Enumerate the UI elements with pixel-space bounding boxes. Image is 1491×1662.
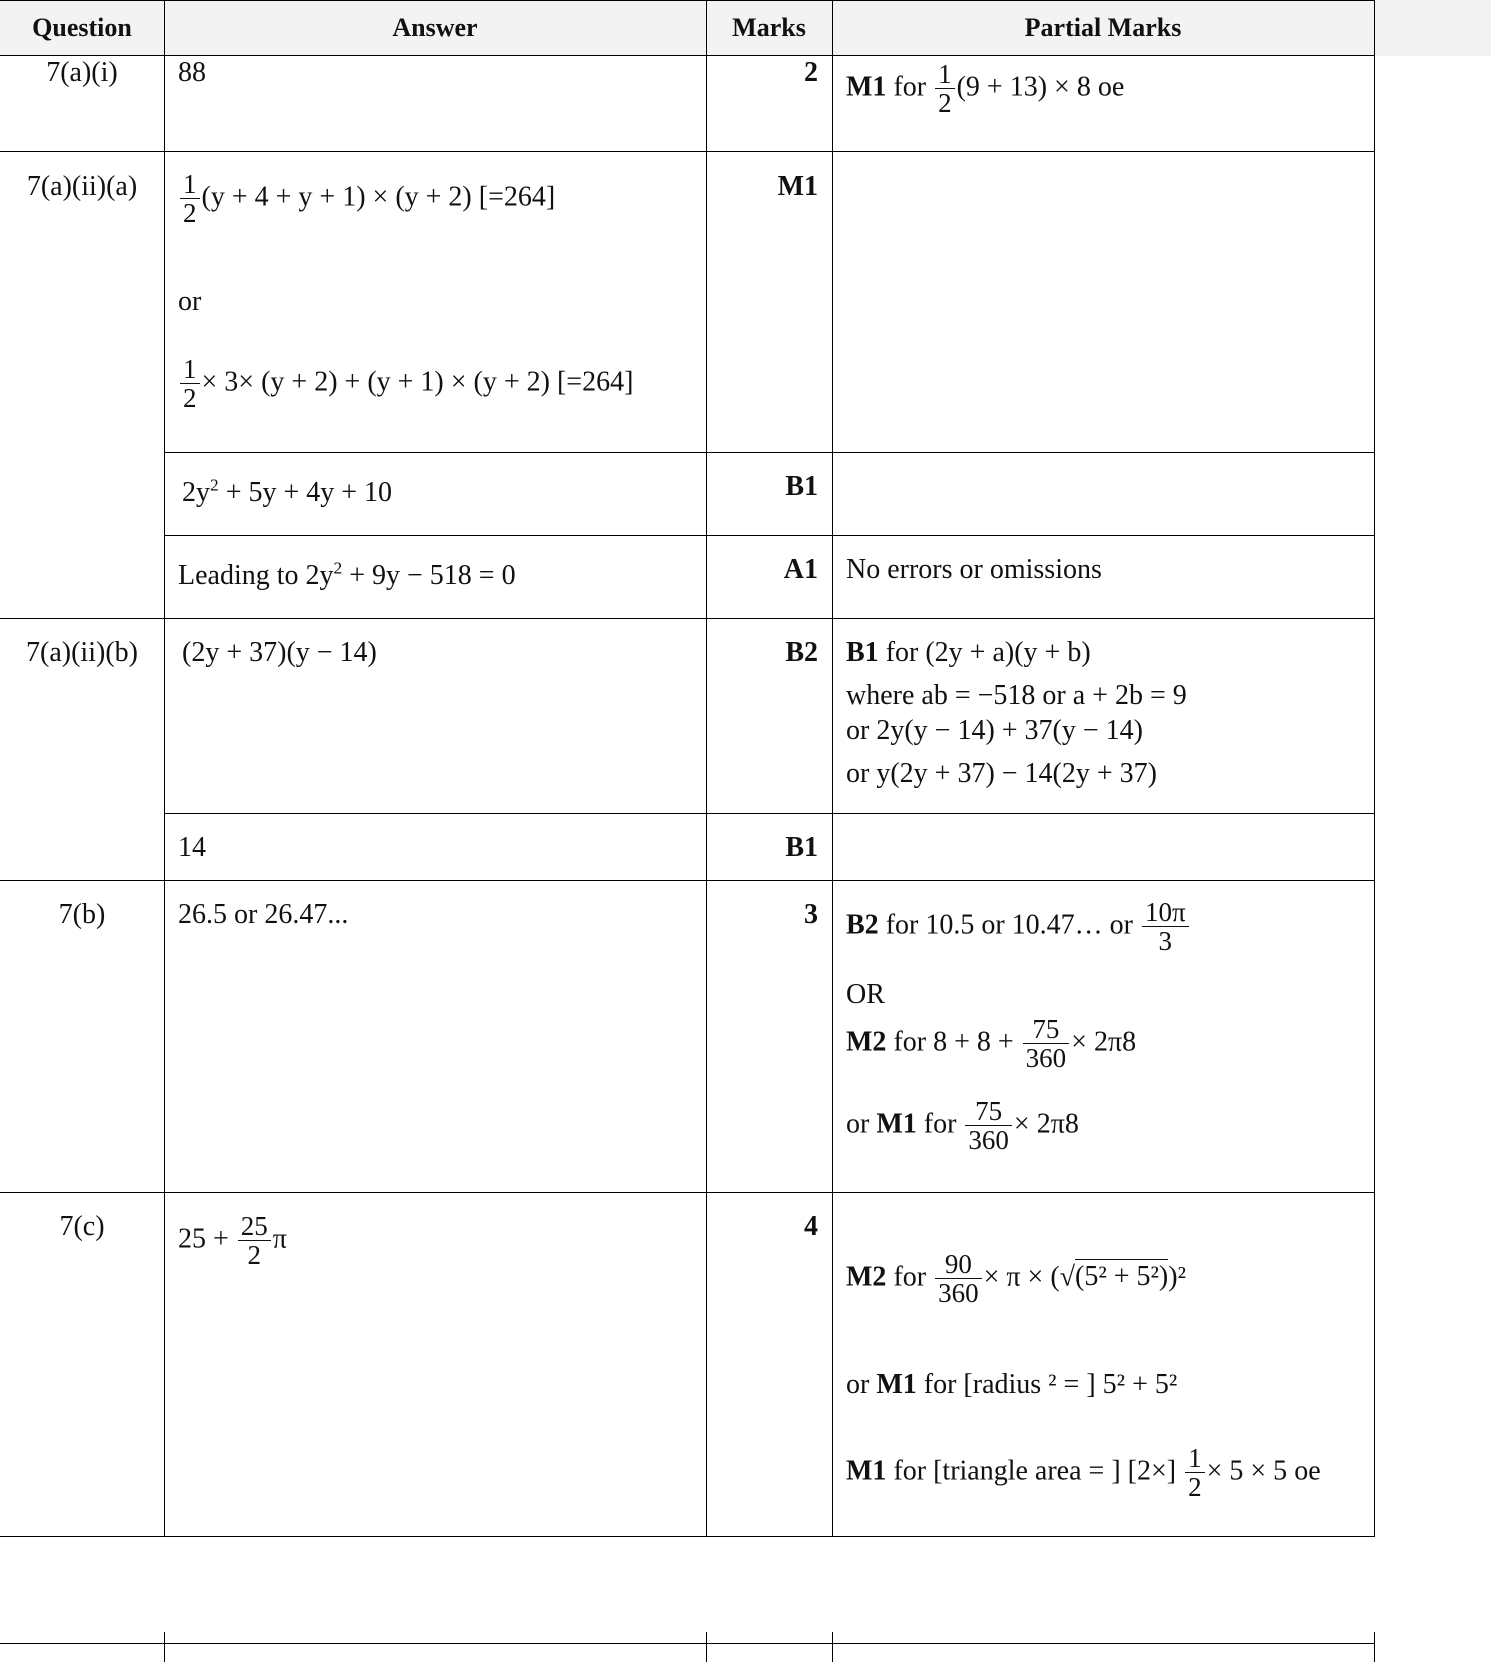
fraction xyxy=(180,355,200,413)
rule xyxy=(0,880,1375,881)
rule xyxy=(1374,1632,1375,1662)
answer-expression: + 9y − 518 = 0 xyxy=(342,560,516,591)
partial-marks-line: or y(2y + 37) − 14(2y + 37) xyxy=(846,758,1157,789)
partial-expression: )² xyxy=(1168,1261,1186,1293)
marks-cell: B1 xyxy=(785,832,818,863)
rule xyxy=(0,0,1375,1)
header-marks: Marks xyxy=(732,13,806,42)
fraction-numerator: 1 xyxy=(1188,1443,1202,1473)
marks-cell: B1 xyxy=(785,471,818,502)
answer-cell xyxy=(178,1212,287,1270)
marks-cell: 3 xyxy=(804,899,818,930)
question-number: 7(a)(ii)(a) xyxy=(26,171,138,202)
answer-or: or xyxy=(178,286,202,317)
partial-marks-line xyxy=(846,1368,1177,1402)
rule xyxy=(164,1632,165,1662)
partial-text: for xyxy=(923,1108,957,1140)
partial-marks-cell: No errors or omissions xyxy=(846,554,1102,585)
mark-code: M1 xyxy=(876,1369,917,1400)
partial-text: for (2y + a)(y + b) xyxy=(885,637,1091,668)
partial-or: OR xyxy=(846,979,885,1010)
rule xyxy=(0,1536,1375,1537)
mark-code: B2 xyxy=(846,909,879,941)
partial-text: for xyxy=(893,1261,927,1293)
partial-marks-cell xyxy=(846,60,1124,118)
answer-cell xyxy=(178,559,516,593)
fraction-numerator: 90 xyxy=(944,1249,972,1279)
rule xyxy=(0,618,1375,619)
partial-text: for [radius ² = ] 5² + 5² xyxy=(923,1369,1178,1400)
rule xyxy=(0,1643,1375,1644)
rule xyxy=(0,1192,1375,1193)
partial-text: for 8 + 8 + xyxy=(893,1026,1014,1058)
mark-code: M1 xyxy=(876,1108,917,1140)
fraction xyxy=(935,1250,982,1308)
partial-marks-line xyxy=(846,1250,1186,1308)
fraction xyxy=(1023,1015,1070,1073)
fraction xyxy=(180,170,200,228)
partial-text: or xyxy=(846,1108,870,1140)
answer-expression: 25 + xyxy=(178,1223,229,1255)
mark-code: M1 xyxy=(846,1455,887,1487)
fraction-numerator: 75 xyxy=(975,1096,1003,1126)
fraction-denominator: 2 xyxy=(238,1240,271,1269)
fraction xyxy=(238,1212,271,1270)
rule xyxy=(832,1632,833,1662)
rule xyxy=(0,55,1375,56)
rule xyxy=(832,0,833,1537)
partial-marks-line xyxy=(846,1015,1136,1073)
answer-expression: π xyxy=(272,1223,287,1255)
fraction-numerator: 75 xyxy=(1032,1014,1060,1044)
rule xyxy=(164,535,1375,536)
partial-suffix: oe xyxy=(1294,1455,1321,1487)
sqrt-radicand: (5² + 5²) xyxy=(1075,1261,1169,1293)
answer-expression: × 3× (y + 2) + (y + 1) × (y + 2) [=264] xyxy=(201,366,634,398)
fraction-numerator: 10π xyxy=(1144,897,1186,927)
marks-cell: M1 xyxy=(777,171,818,202)
question-number: 7(b) xyxy=(58,899,106,930)
header-question: Question xyxy=(32,13,132,42)
answer-lead-text: Leading to xyxy=(178,560,299,591)
answer-expression: + 5y + 4y + 10 xyxy=(218,477,393,508)
fraction xyxy=(965,1097,1012,1155)
answer-cell: 14 xyxy=(178,832,206,863)
fraction-numerator: 1 xyxy=(938,59,952,89)
partial-expression: × π × ( xyxy=(983,1261,1060,1293)
partial-marks-line xyxy=(846,898,1191,956)
partial-marks-line xyxy=(846,636,1091,670)
marks-cell: B2 xyxy=(785,637,818,668)
partial-expression: × 2π8 xyxy=(1013,1108,1079,1140)
answer-expression: (y + 4 + y + 1) × (y + 2) [=264] xyxy=(201,181,556,213)
answer-cell: 88 xyxy=(178,57,206,88)
question-number: 7(a)(i) xyxy=(46,57,118,88)
mark-code: M2 xyxy=(846,1026,887,1058)
fraction-denominator: 2 xyxy=(1185,1472,1205,1501)
answer-expression: 2y xyxy=(182,477,210,508)
mark-code: B1 xyxy=(846,637,879,668)
partial-marks-line: or 2y(y − 14) + 37(y − 14) xyxy=(846,715,1143,746)
rule xyxy=(706,1632,707,1662)
mark-code: M2 xyxy=(846,1261,887,1293)
answer-expression: 2y xyxy=(305,560,334,591)
rule xyxy=(706,0,707,1537)
fraction xyxy=(1185,1444,1205,1502)
header-answer: Answer xyxy=(392,13,478,42)
sqrt-icon: √ xyxy=(1059,1261,1076,1293)
question-number: 7(c) xyxy=(59,1211,105,1242)
answer-cell: 26.5 or 26.47... xyxy=(178,899,349,930)
partial-text: or xyxy=(846,1369,870,1400)
fraction-numerator: 25 xyxy=(240,1211,268,1241)
fraction xyxy=(935,60,955,118)
mark-code: M1 xyxy=(846,71,887,103)
partial-text: for [triangle area = ] [2×] xyxy=(893,1455,1177,1487)
answer-cell xyxy=(182,476,392,510)
superscript: 2 xyxy=(210,475,219,495)
rule xyxy=(0,151,1375,152)
question-number: 7(a)(ii)(b) xyxy=(26,637,138,668)
fraction-numerator: 1 xyxy=(183,354,197,384)
rule xyxy=(164,452,1375,453)
fraction-denominator: 2 xyxy=(180,198,200,227)
rule xyxy=(164,0,165,1537)
partial-suffix: oe xyxy=(1097,71,1125,103)
partial-text: for xyxy=(893,71,927,103)
rule xyxy=(1374,0,1375,1537)
partial-expression: × 5 × 5 xyxy=(1206,1455,1288,1487)
partial-expression: (9 + 13) × 8 xyxy=(956,71,1091,103)
marks-cell: A1 xyxy=(783,554,818,585)
fraction-denominator: 360 xyxy=(965,1125,1012,1154)
partial-marks-line xyxy=(846,1444,1321,1502)
rule xyxy=(164,813,1375,814)
fraction-denominator: 360 xyxy=(935,1278,982,1307)
answer-line xyxy=(178,170,555,228)
partial-expression: × 2π8 xyxy=(1071,1026,1137,1058)
fraction-numerator: 1 xyxy=(183,169,197,199)
partial-text: for 10.5 or 10.47… or xyxy=(885,909,1133,941)
fraction-denominator: 2 xyxy=(180,383,200,412)
answer-cell: (2y + 37)(y − 14) xyxy=(182,637,377,668)
superscript: 2 xyxy=(333,558,343,578)
partial-marks-line xyxy=(846,1097,1079,1155)
fraction-denominator: 3 xyxy=(1142,926,1189,955)
marks-cell: 4 xyxy=(804,1211,818,1242)
fraction-denominator: 2 xyxy=(935,88,955,117)
answer-line xyxy=(178,355,633,413)
marks-cell: 2 xyxy=(804,57,818,88)
header-partial-marks: Partial Marks xyxy=(1024,13,1182,42)
partial-marks-line: where ab = −518 or a + 2b = 9 xyxy=(846,680,1187,711)
fraction-denominator: 360 xyxy=(1023,1043,1070,1072)
fraction xyxy=(1142,898,1189,956)
